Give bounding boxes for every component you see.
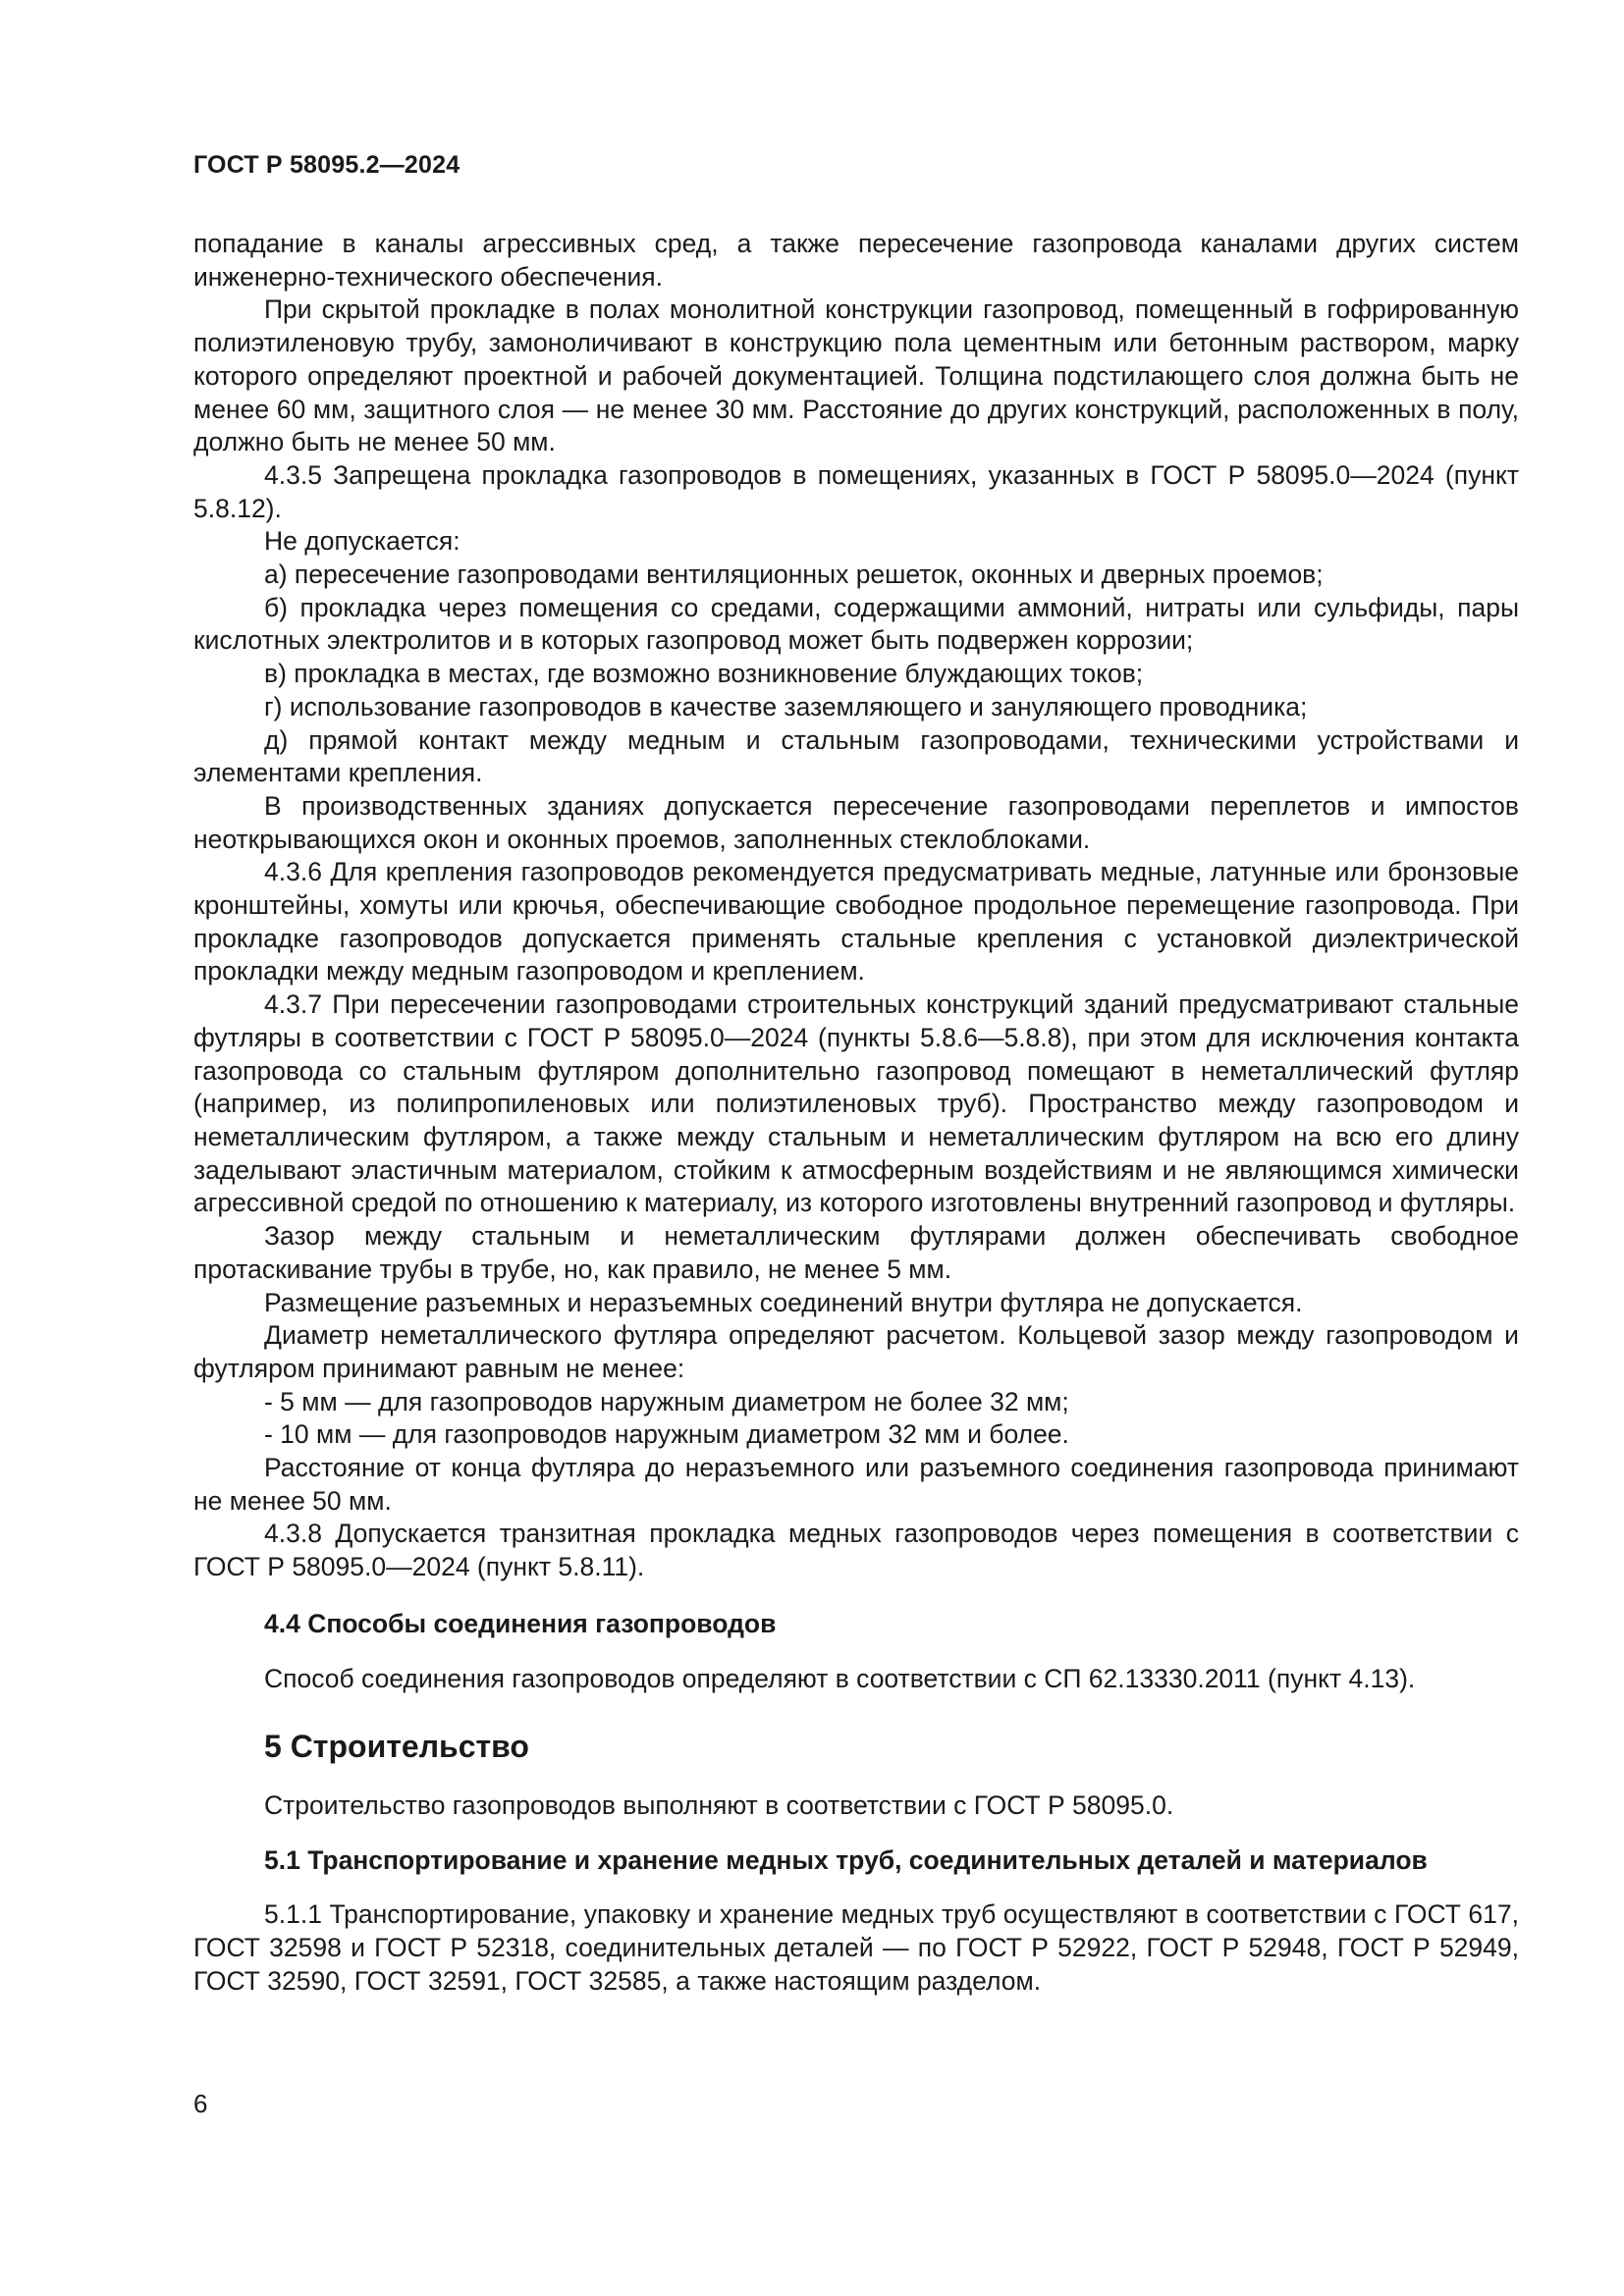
list-item: д) прямой контакт между медным и стальным газопроводами, техническими устройствами и элементами крепления. (193, 724, 1519, 788)
document-header: ГОСТ Р 58095.2—2024 (193, 151, 460, 179)
clause-4-3-5: 4.3.5 Запрещена прокладка газопроводов в помещениях, указанных в ГОСТ Р 58095.0—2024 (пункт 5.8.12). (193, 459, 1519, 523)
document-body (193, 228, 1519, 1998)
section-heading-5-1: 5.1 Транспортирование и хранение медных труб, соединительных деталей и материалов (264, 1844, 1428, 1875)
clause-4-3-8: 4.3.8 Допускается транзитная прокладка медных газопроводов через помещения в соответствии с ГОСТ Р 58095.0—2024 (пункт 5.8.11). (193, 1519, 1519, 1582)
paragraph: Размещение разъемных и неразъемных соединений внутри футляра не допускается. (264, 1287, 1303, 1317)
clause-5-1-1: 5.1.1 Транспортирование, упаковку и хранение медных труб осуществляют в соответствии с ГОСТ 617, ГОСТ 32598 и ГОСТ Р 52318, соединительных деталей — по ГОСТ Р 52922, ГОСТ Р 52948, ГОСТ Р 52949, ГОСТ 32590, ГОСТ 32591, ГОСТ 32585, а также настоящим разделом. (193, 1899, 1519, 1996)
paragraph: Строительство газопроводов выполняют в соответствии с ГОСТ Р 58095.0. (264, 1789, 1174, 1820)
paragraph: Диаметр неметаллического футляра определяют расчетом. Кольцевой зазор между газопроводом и футляром принимают равным не менее: (193, 1320, 1519, 1383)
paragraph: В производственных зданиях допускается пересечение газопроводами переплетов и импостов неоткрывающихся окон и оконных проемов, заполненных стеклоблоками. (193, 790, 1519, 854)
page-number: 6 (193, 2089, 208, 2118)
list-item: г) использование газопроводов в качестве заземляющего и зануляющего проводника; (264, 691, 1308, 721)
clause-4-3-6: 4.3.6 Для крепления газопроводов рекомендуется предусматривать медные, латунные или бронзовые кронштейны, хомуты или крючья, обеспечивающие свободное продольное перемещение газопровода. При прокладке газопроводов допускается применять стальные крепления с установкой диэлектрической прокладки между медным газопроводом и креплением. (193, 857, 1519, 987)
clause-4-3-7: 4.3.7 При пересечении газопроводами строительных конструкций зданий предусматривают стальные футляры в соответствии с ГОСТ Р 58095.0—2024 (пункты 5.8.6—5.8.8), при этом для исключения контакта газопровода со стальным футляром дополнительно газопровод помещают в неметаллический футляр (например, из полипропиленовых или полиэтиленовых труб). Пространство между газопроводом и неметаллическим футляром, а также между стальным и неметаллическим футляром на всю его длину заделывают эластичным материалом, стойким к атмосферным воздействиям и не являющимся химически агрессивной средой по отношению к материалу, из которого изготовлены внутренний газопровод и футляры. (193, 989, 1519, 1218)
paragraph: При скрытой прокладке в полах монолитной конструкции газопровод, помещенный в гофрированную полиэтиленовую трубу, замоноличивают в конструкцию пола цементным или бетонным раствором, марку которого определяют проектной и рабочей документацией. Толщина подстилающего слоя должна быть не менее 60 мм, защитного слоя — не менее 30 мм. Расстояние до других конструкций, расположенных в полу, должно быть не менее 50 мм. (193, 294, 1519, 457)
paragraph: Способ соединения газопроводов определяют в соответствии с СП 62.13330.2011 (пункт 4.13). (264, 1663, 1416, 1693)
section-heading-4-4: 4.4 Способы соединения газопроводов (264, 1608, 777, 1638)
paragraph: Не допускается: (264, 526, 460, 557)
list-item: в) прокладка в местах, где возможно возникновение блуждающих токов; (264, 659, 1144, 689)
list-item: а) пересечение газопроводами вентиляционных решеток, оконных и дверных проемов; (264, 560, 1324, 590)
chapter-heading-5: 5 Строительство (264, 1729, 529, 1765)
paragraph-continuation: попадание в каналы агрессивных сред, а также пересечение газопровода каналами других систем инженерно-технического обеспечения. (193, 229, 1519, 292)
list-item: - 5 мм — для газопроводов наружным диаметром не более 32 мм; (264, 1386, 1069, 1416)
paragraph: Зазор между стальным и неметаллическим футлярами должен обеспечивать свободное протаскивание трубы в трубе, но, как правило, не менее 5 мм. (193, 1221, 1519, 1284)
list-item: - 10 мм — для газопроводов наружным диаметром 32 мм и более. (264, 1419, 1069, 1450)
paragraph: Расстояние от конца футляра до неразъемного или разъемного соединения газопровода принимают не менее 50 мм. (193, 1453, 1519, 1516)
list-item: б) прокладка через помещения со средами, содержащими аммоний, нитраты или сульфиды, пары кислотных электролитов и в которых газопровод может быть подвержен коррозии; (193, 592, 1519, 656)
